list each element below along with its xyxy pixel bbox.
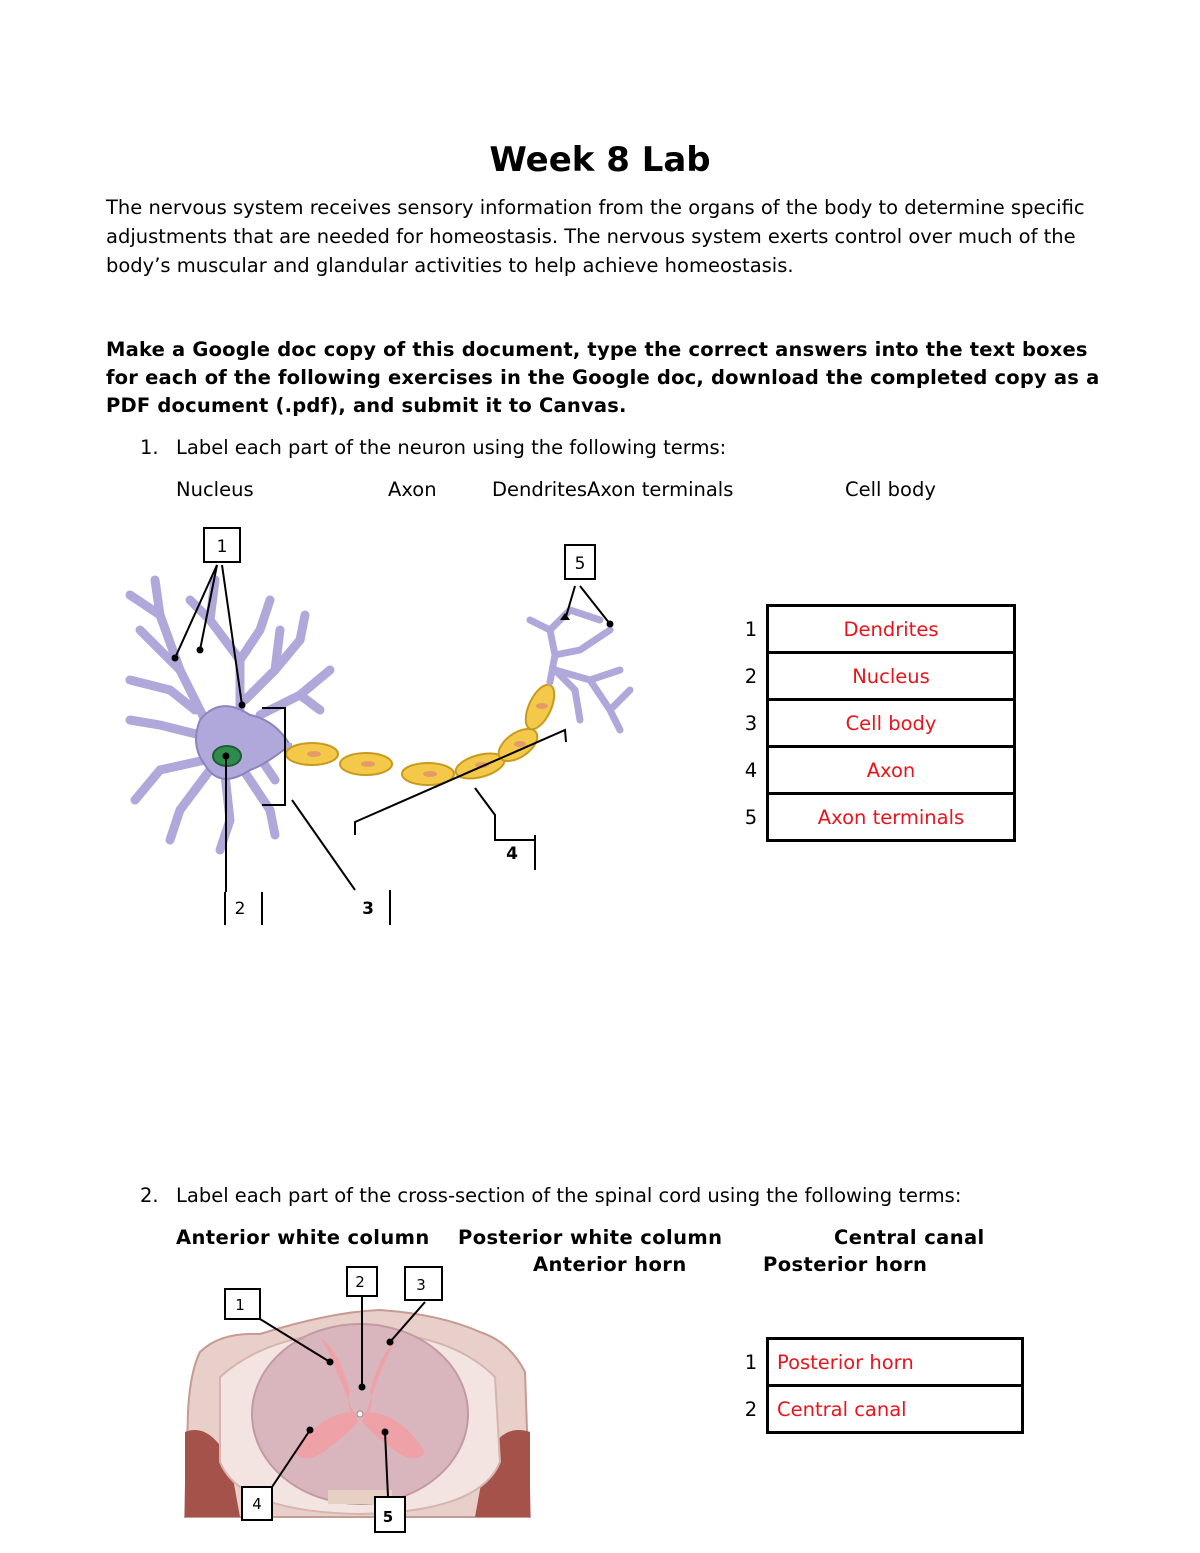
- answer-input[interactable]: Posterior horn: [768, 1339, 1023, 1386]
- neuron-label: 2: [234, 899, 246, 919]
- axon-myelin-segments: [286, 681, 560, 785]
- q2-answer-table: [736, 1337, 1024, 1434]
- q2-term: Central canal: [834, 1226, 985, 1249]
- answer-number: 2: [744, 664, 758, 688]
- answer-number: 3: [744, 711, 758, 735]
- intro-paragraph: The nervous system receives sensory information from the organs of the body to determine specific adjustments that are needed for homeostasis. The nervous system exerts control over much of the body’s muscular and glandular activities to help achieve homeostasis.: [106, 196, 1085, 277]
- answer-row: [736, 794, 1015, 841]
- q2-term: Anterior horn: [533, 1253, 687, 1276]
- neuron-label: 4: [506, 844, 518, 864]
- page-title: Week 8 Lab: [489, 140, 711, 180]
- answer-number: 4: [744, 758, 758, 782]
- q1-term: Cell body: [845, 478, 936, 501]
- q2-text: Label each part of the cross-section of the spinal cord using the following terms:: [176, 1184, 962, 1207]
- answer-row: [736, 606, 1015, 653]
- answer-number: 5: [744, 805, 758, 829]
- spinal-label: 2: [355, 1273, 365, 1291]
- answer-row: [736, 700, 1015, 747]
- answer-number: 2: [744, 1397, 758, 1421]
- q2-number: 2.: [140, 1184, 159, 1207]
- answer-row: [736, 747, 1015, 794]
- answer-input[interactable]: Axon terminals: [768, 794, 1015, 841]
- instructions-paragraph: Make a Google doc copy of this document, type the correct answers into the text boxes for each of the following exercises in the Google doc, download the completed copy as a PDF document (.pdf), and submit it to Canvas.: [106, 338, 1100, 417]
- answer-input[interactable]: Nucleus: [768, 653, 1015, 700]
- q1-term: Nucleus: [176, 478, 254, 501]
- answer-input[interactable]: Axon: [768, 747, 1015, 794]
- spinal-cord-diagram: [180, 1262, 540, 1552]
- neuron-label: 5: [574, 554, 586, 574]
- neuron-cell-body: [196, 706, 290, 779]
- q1-term: DendritesAxon terminals: [492, 478, 734, 501]
- answer-number: 1: [744, 617, 758, 641]
- answer-input[interactable]: Central canal: [768, 1386, 1023, 1433]
- spinal-label: 4: [252, 1495, 262, 1513]
- q2-term: Anterior white column: [176, 1226, 430, 1249]
- answer-row: [736, 653, 1015, 700]
- q2-term: Posterior white column: [458, 1226, 723, 1249]
- spinal-label: 3: [416, 1276, 426, 1294]
- q1-number: 1.: [140, 436, 159, 459]
- q1-text: Label each part of the neuron using the following terms:: [176, 436, 727, 459]
- spinal-label: 1: [235, 1296, 245, 1314]
- q2-term: Posterior horn: [763, 1253, 928, 1276]
- neuron-label: 1: [216, 537, 228, 557]
- answer-input[interactable]: Cell body: [768, 700, 1015, 747]
- spinal-label: 5: [382, 1508, 394, 1526]
- neuron-label: 3: [362, 899, 374, 919]
- answer-row: [736, 1386, 1023, 1433]
- answer-row: [736, 1339, 1023, 1386]
- q1-term: Axon: [388, 478, 437, 501]
- answer-input[interactable]: Dendrites: [768, 606, 1015, 653]
- neuron-diagram: [100, 520, 660, 940]
- q1-answer-table: [736, 604, 1016, 842]
- answer-number: 1: [744, 1350, 758, 1374]
